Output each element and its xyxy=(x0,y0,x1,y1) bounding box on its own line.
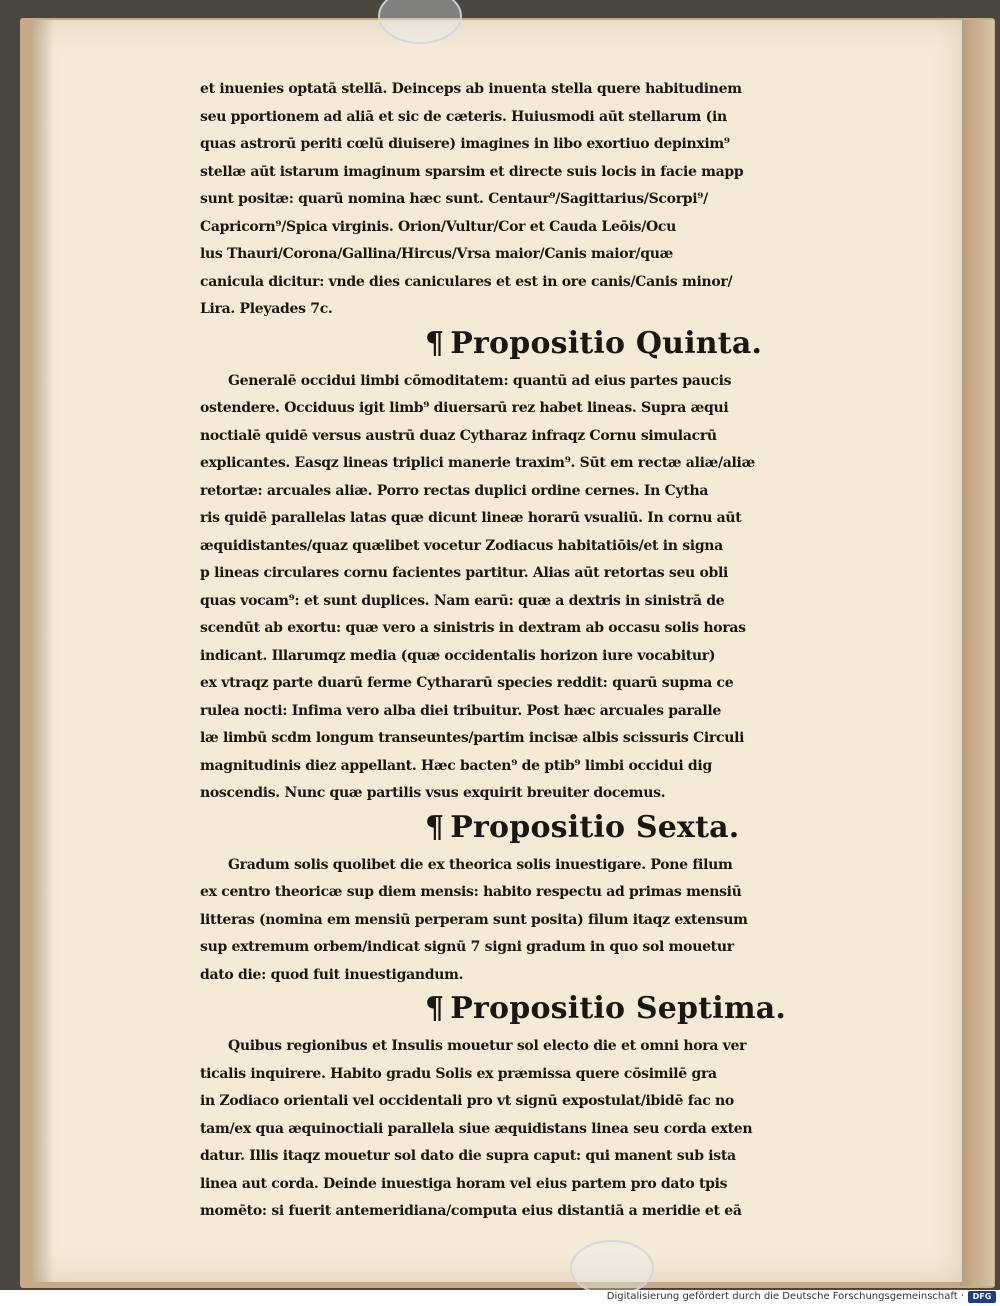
text-line: sunt positæ: quarū nomina hæc sunt. Centaur⁹/Sagittarius/Scorpi⁹/ xyxy=(200,191,708,207)
heading-propositio-septima xyxy=(200,989,930,1033)
text-line: ex centro theoricæ sup diem mensis: habito respectu ad primas mensiū xyxy=(200,884,742,900)
pilcrow-mark: ¶ xyxy=(425,325,445,361)
text-line: quas astrorū periti cœlū diuisere) imagines in libo exortiuo depinxim⁹ xyxy=(200,136,730,152)
text-line: seu pportionem ad aliā et sic de cæteris. Huiusmodi aūt stellarum (in xyxy=(200,108,727,125)
pilcrow-mark: ¶ xyxy=(425,991,445,1026)
text-line: litteras (nomina em mensiū perperam sunt posita) filum itaqz extensum xyxy=(200,911,748,928)
heading-text: Propositio Quinta. xyxy=(450,325,763,361)
paragraph-block-1 xyxy=(200,76,930,324)
text-line: Capricorn⁹/Spica virginis. Orion/Vultur/Cor et Cauda Leōis/Ocu xyxy=(200,218,677,235)
footer-bar xyxy=(0,1290,1000,1306)
text-line: datur. Illis itaqz mouetur sol dato die supra caput: qui manent sub ista xyxy=(200,1148,736,1164)
text-line: ticalis inquirere. Habito gradu Solis ex præmissa quere cōsimilē gra xyxy=(200,1065,717,1082)
text-line: dato die: quod fuit inuestigandum. xyxy=(200,966,464,983)
text-line: explicantes. Easqz lineas triplici manerie traxim⁹. Sūt em rectæ aliæ/aliæ xyxy=(200,455,755,471)
text-line: Quibus regionibus et Insulis mouetur sol electo die et omni hora ver xyxy=(228,1038,747,1054)
text-line: æquidistantes/quaz quælibet vocetur Zodiacus habitatiōis/et in signa xyxy=(200,537,723,554)
text-line: noctialē quidē versus austrū duaz Cytharaz infraqz Cornu simulacrū xyxy=(200,427,717,444)
text-line: retortæ: arcuales aliæ. Porro rectas duplici ordine cernes. In Cytha xyxy=(200,482,709,499)
text-line: et inuenies optatā stellā. Deinceps ab inuenta stella quere habitudinem xyxy=(200,81,742,97)
text-line: scendūt ab exortu: quæ vero a sinistris in dextram ab occasu solis horas xyxy=(200,620,746,636)
text-line: ostendere. Occiduus igit limb⁹ diuersarū rez habet lineas. Supra æqui xyxy=(200,400,729,416)
text-line: Lira. Pleyades 7c. xyxy=(200,301,333,317)
text-line: quas vocam⁹: et sunt duplices. Nam earū: quæ a dextris in sinistrā de xyxy=(200,592,725,609)
page-text xyxy=(200,76,930,1226)
text-line: læ limbū scdm longum transeuntes/partim incisæ albis scissuris Circuli xyxy=(200,730,745,746)
board-edge xyxy=(960,20,994,1286)
text-line: noscendis. Nunc quæ partilis vsus exquirit breuiter docemus. xyxy=(200,785,666,801)
heading-propositio-quinta xyxy=(200,324,930,368)
funding-credit: Digitalisierung gefördert durch die Deutsche Forschungsgemeinschaft · xyxy=(606,1291,964,1302)
text-line: rulea nocti: Infima vero alba diei tribuitur. Post hæc arcuales paralle xyxy=(200,702,722,719)
text-line: momēto: si fuerit antemeridiana/computa eius distantiā a meridie et eā xyxy=(200,1203,742,1219)
paragraph-block-4 xyxy=(200,1033,930,1226)
heading-text: Propositio Sexta. xyxy=(450,809,740,845)
text-line: canicula dicitur: vnde dies caniculares et est in ore canis/Canis minor/ xyxy=(200,273,733,290)
paragraph-block-3 xyxy=(200,852,930,990)
dfg-logo: DFG xyxy=(968,1291,996,1303)
paragraph-block-2 xyxy=(200,368,930,808)
text-line: sup extremum orbem/indicat signū 7 signi gradum in quo sol mouetur xyxy=(200,939,734,955)
text-line: ris quidē parallelas latas quæ dicunt lineæ horarū vsualiū. In cornu aūt xyxy=(200,510,742,526)
pilcrow-mark: ¶ xyxy=(425,809,445,845)
text-line: p lineas circulares cornu facientes partitur. Alias aūt retortas seu obli xyxy=(200,565,729,581)
page-gutter-shadow xyxy=(32,20,54,1282)
text-line: magnitudinis diez appellant. Hæc bacten⁹ de ptib⁹ limbi occidui dig xyxy=(200,757,712,774)
text-line: tam/ex qua æquinoctiali parallela siue æquidistans linea seu corda exten xyxy=(200,1120,753,1137)
text-line: lus Thauri/Corona/Gallina/Hircus/Vrsa maior/Canis maior/quæ xyxy=(200,246,673,262)
text-line: stellæ aūt istarum imaginum sparsim et directe suis locis in facie mapp xyxy=(200,163,744,180)
text-line: Generalē occidui limbi cōmoditatem: quantū ad eius partes paucis xyxy=(228,372,732,389)
heading-propositio-sexta xyxy=(200,808,930,852)
text-line: Gradum solis quolibet die ex theorica solis inuestigare. Pone filum xyxy=(228,856,733,873)
holding-clip-bottom xyxy=(570,1240,654,1296)
text-line: in Zodiaco orientali vel occidentali pro vt signū expostulat/ibidē fac no xyxy=(200,1093,734,1109)
text-line: ex vtraqz parte duarū ferme Cythararū species reddit: quarū supma ce xyxy=(200,675,734,691)
heading-text: Propositio Septima. xyxy=(450,991,787,1026)
text-line: indicant. Illarumqz media (quæ occidentalis horizon iure vocabitur) xyxy=(200,647,716,664)
text-line: linea aut corda. Deinde inuestiga horam vel eius partem pro dato tpis xyxy=(200,1175,728,1192)
